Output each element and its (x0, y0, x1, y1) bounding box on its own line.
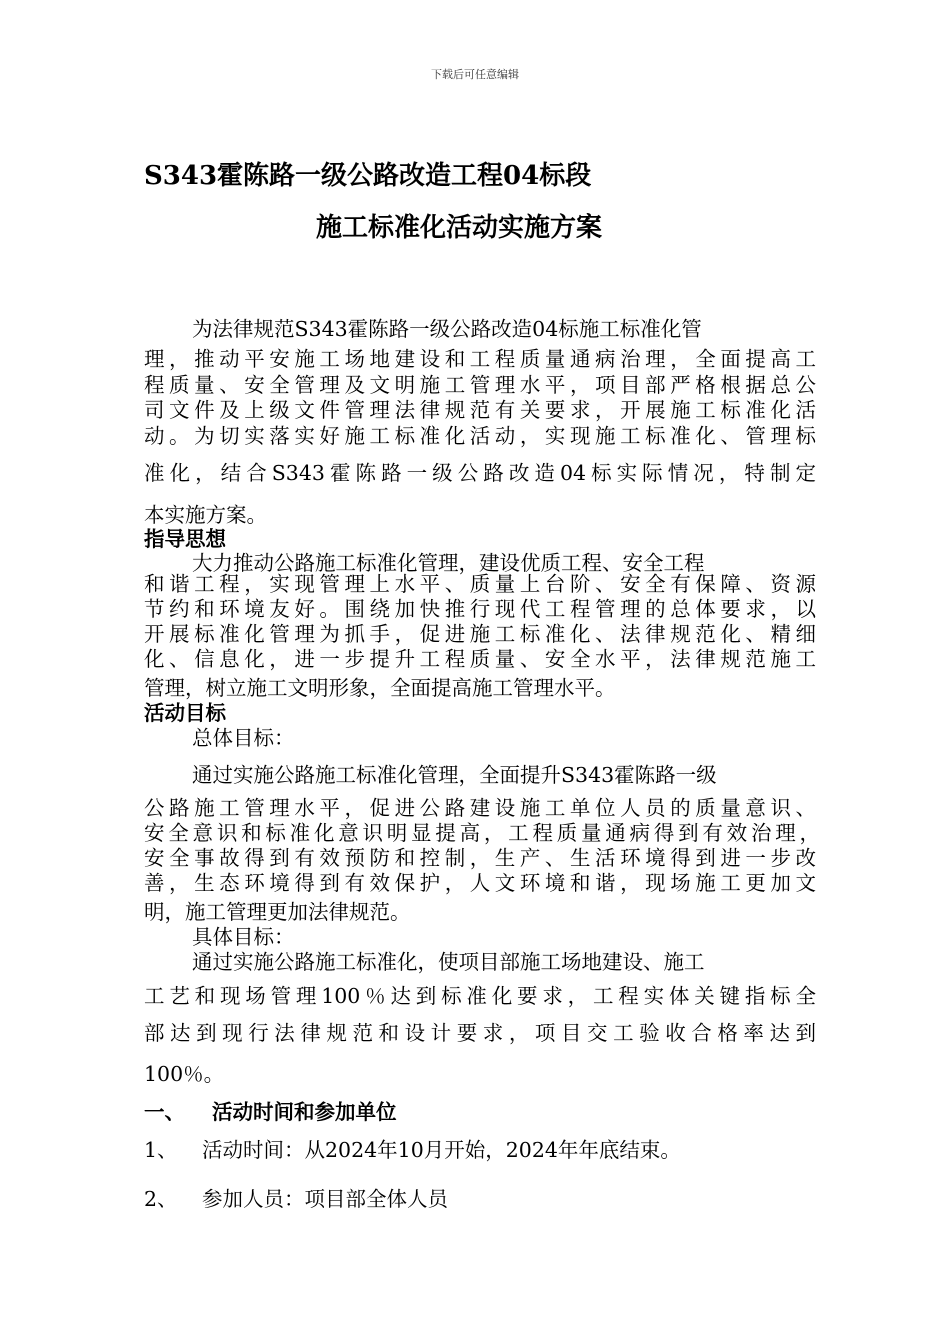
intro-line: 本实施方案。 (144, 503, 267, 527)
intro-line: 为法律规范S343霍陈路一级公路改造04标施工标准化管 (192, 317, 702, 341)
item-number: 2、 (144, 1187, 178, 1211)
overall-goal-label: 总体目标： (192, 726, 295, 750)
intro-line: 程质量、安全管理及文明施工管理水平，项目部严格根据总公 (144, 373, 816, 397)
overall-goal-line: 通过实施公路施工标准化管理，全面提升S343霍陈路一级 (192, 763, 717, 787)
guiding-line: 节约和环境友好。围绕加快推行现代工程管理的总体要求，以 (144, 597, 816, 621)
overall-goal-line: 公路施工管理水平，促进公路建设施工单位人员的质量意识、 (144, 796, 816, 820)
overall-goal-line: 善，生态环境得到有效保护，人文环境和谐，现场施工更加文 (144, 871, 816, 895)
specific-goal-label: 具体目标： (192, 925, 295, 949)
intro-line: 理，推动平安施工场地建设和工程质量通病治理，全面提高工 (144, 347, 816, 371)
guiding-heading: 指导思想 (144, 527, 226, 551)
intro-line: 动。为切实落实好施工标准化活动，实现施工标准化、管理标 (144, 424, 816, 448)
guiding-line: 大力推动公路施工标准化管理，建设优质工程、安全工程 (192, 551, 705, 575)
page-header-note: 下载后可任意编辑 (431, 68, 519, 81)
overall-goal-line: 安全意识和标准化意识明显提高，工程质量通病得到有效治理， (144, 821, 820, 845)
section1-item (144, 1182, 448, 1212)
specific-goal-line: 通过实施公路施工标准化，使项目部施工场地建设、施工 (192, 950, 705, 974)
item-number: 1、 (144, 1138, 178, 1162)
section1-item (144, 1133, 681, 1163)
specific-goal-line: 部达到现行法律规范和设计要求，项目交工验收合格率达到 (144, 1021, 816, 1045)
document-title-line2: 施工标准化活动实施方案 (316, 213, 603, 243)
section1-heading (144, 1095, 397, 1125)
item-text: 活动时间：从2024年10月开始，2024年年底结束。 (202, 1138, 681, 1162)
document-title-line1: S343霍陈路一级公路改造工程04标段 (144, 161, 592, 191)
guiding-line: 和谐工程，实现管理上水平、质量上台阶、安全有保障、资源 (144, 572, 816, 596)
intro-line: 司文件及上级文件管理法律规范有关要求，开展施工标准化活 (144, 398, 816, 422)
specific-goal-line: 100％。 (144, 1062, 225, 1086)
guiding-line: 开展标准化管理为抓手，促进施工标准化、法律规范化、精细 (144, 622, 816, 646)
guiding-line: 化、信息化，进一步提升工程质量、安全水平，法律规范施工 (144, 647, 816, 671)
section1-title: 活动时间和参加单位 (212, 1100, 397, 1124)
guiding-line: 管理，树立施工文明形象，全面提高施工管理水平。 (144, 676, 616, 700)
section1-number: 一、 (144, 1100, 185, 1124)
overall-goal-line: 安全事故得到有效预防和控制，生产、生活环境得到进一步改 (144, 846, 816, 870)
specific-goal-line: 工艺和现场管理100％达到标准化要求，工程实体关键指标全 (144, 984, 816, 1008)
item-text: 参加人员：项目部全体人员 (202, 1187, 448, 1211)
overall-goal-line: 明，施工管理更加法律规范。 (144, 900, 411, 924)
intro-line: 准化，结合S343霍陈路一级公路改造04标实际情况，特制定 (144, 461, 816, 485)
goals-heading: 活动目标 (144, 701, 226, 725)
